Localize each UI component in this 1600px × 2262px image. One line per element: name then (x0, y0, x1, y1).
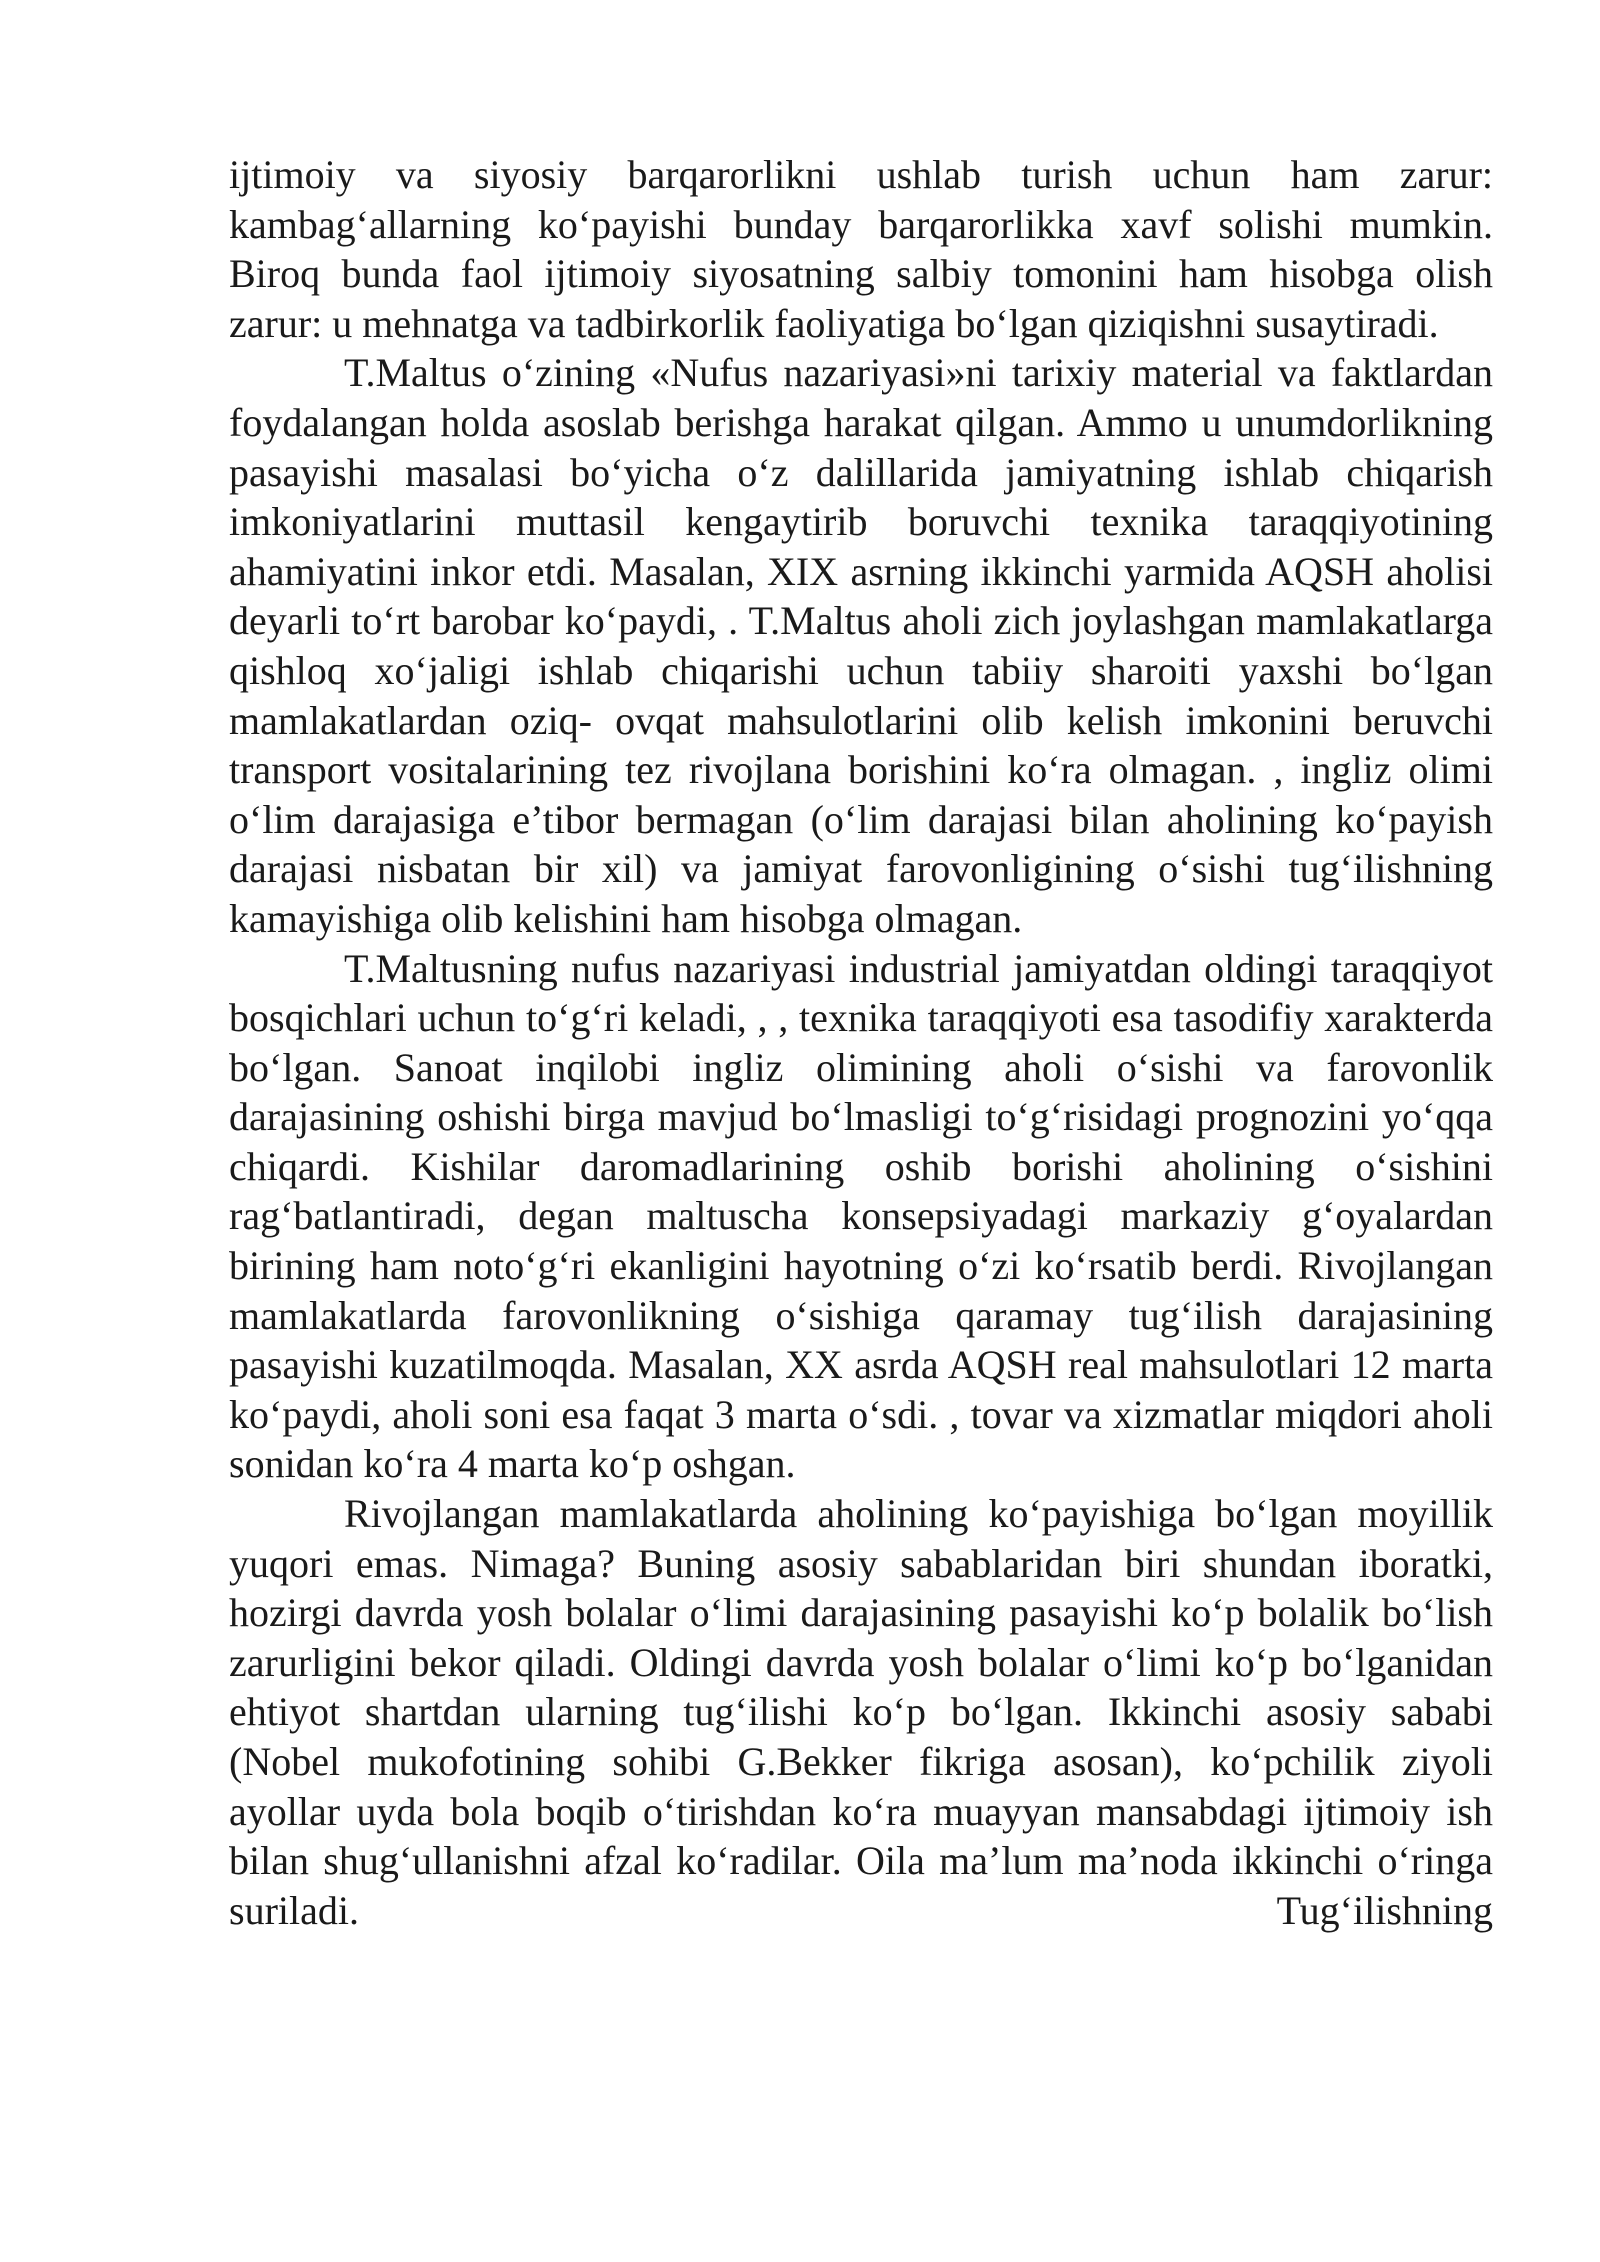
paragraph-4: Rivojlangan mamlakatlarda aholining ko‘payishiga bo‘lgan moyillik yuqori emas. Nimaga? Buning asosiy sabablaridan biri shundan iboratki, hozirgi davrda yosh bolalar o‘limi darajasining pasayishi ko‘p bolalik bo‘lish zarurligini bekor qiladi. Oldingi davrda yosh bolalar o‘limi ko‘p bo‘lganidan ehtiyot shartdan ularning tug‘ilishi ko‘p bo‘lgan. Ikkinchi asosiy sababi (Nobel mukofotining sohibi G.Bekker fikriga asosan), ko‘pchilik ziyoli ayollar uyda bola boqib o‘tirishdan ko‘ra muayyan mansabdagi ijtimoiy ish bilan shug‘ullanishni afzal ko‘radilar. Oila ma’lum ma’noda ikkinchi o‘ringa suriladi. Tug‘ilishning (229, 1491, 1493, 1933)
paragraph-2: T.Maltus o‘zining «Nufus nazariyasi»ni tarixiy material va faktlardan foydalangan holda asoslab berishga harakat qilgan. Ammo u unumdorlikning pasayishi masalasi bo‘yicha o‘z dalillarida jamiyatning ishlab chiqarish imkoniyatlarini muttasil kengaytirib boruvchi texnika taraqqiyotining ahamiyatini inkor etdi. Masalan, XIX asrning ikkinchi yarmida AQSH aholisi deyarli to‘rt barobar ko‘paydi, . T.Maltus aholi zich joylashgan mamlakatlarga qishloq xo‘jaligi ishlab chiqarishi uchun tabiiy sharoiti yaxshi bo‘lgan mamlakatlardan oziq- ovqat mahsulotlarini olib kelish imkonini beruvchi transport vositalarining tez rivojlana borishini ko‘ra olmagan. , ingliz olimi o‘lim darajasiga e’tibor bermagan (o‘lim darajasi bilan aholining ko‘payish darajasi nisbatan bir xil) va jamiyat farovonligining o‘sishi tug‘ilishning kamayishiga olib kelishini ham hisobga olmagan. (229, 350, 1493, 941)
paragraph-3: T.Maltusning nufus nazariyasi industrial jamiyatdan oldingi taraqqiyot bosqichlari uchun to‘g‘ri keladi, , , texnika taraqqiyoti esa tasodifiy xarakterda bo‘lgan. Sanoat inqilobi ingliz olimining aholi o‘sishi va farovonlik darajasining oshishi birga mavjud bo‘lmasligi to‘g‘risidagi prognozini yo‘qqa chiqardi. Kishilar daromadlarining oshib borishi aholining o‘sishini rag‘batlantiradi, degan maltuscha konsepsiyadagi markaziy g‘oyalardan birining ham noto‘g‘ri ekanligini hayotning o‘zi ko‘rsatib berdi. Rivojlangan mamlakatlarda farovonlikning o‘sishiga qaramay tug‘ilish darajasining pasayishi kuzatilmoqda. Masalan, XX asrda AQSH real mahsulotlari 12 marta ko‘paydi, aholi soni esa faqat 3 marta o‘sdi. , tovar va xizmatlar miqdori aholi sonidan ko‘ra 4 marta ko‘p oshgan. (229, 945, 1493, 1487)
paragraph-1: ijtimoiy va siyosiy barqarorlikni ushlab turish uchun ham zarur: kambag‘allarning ko‘payishi bunday barqarorlikka xavf solishi mumkin. Biroq bunda faol ijtimoiy siyosatning salbiy tomonini ham hisobga olish zarur: u mehnatga va tadbirkorlik faoliyatiga bo‘lgan qiziqishni susaytiradi. (229, 152, 1493, 346)
document-page (229, 150, 1493, 1935)
